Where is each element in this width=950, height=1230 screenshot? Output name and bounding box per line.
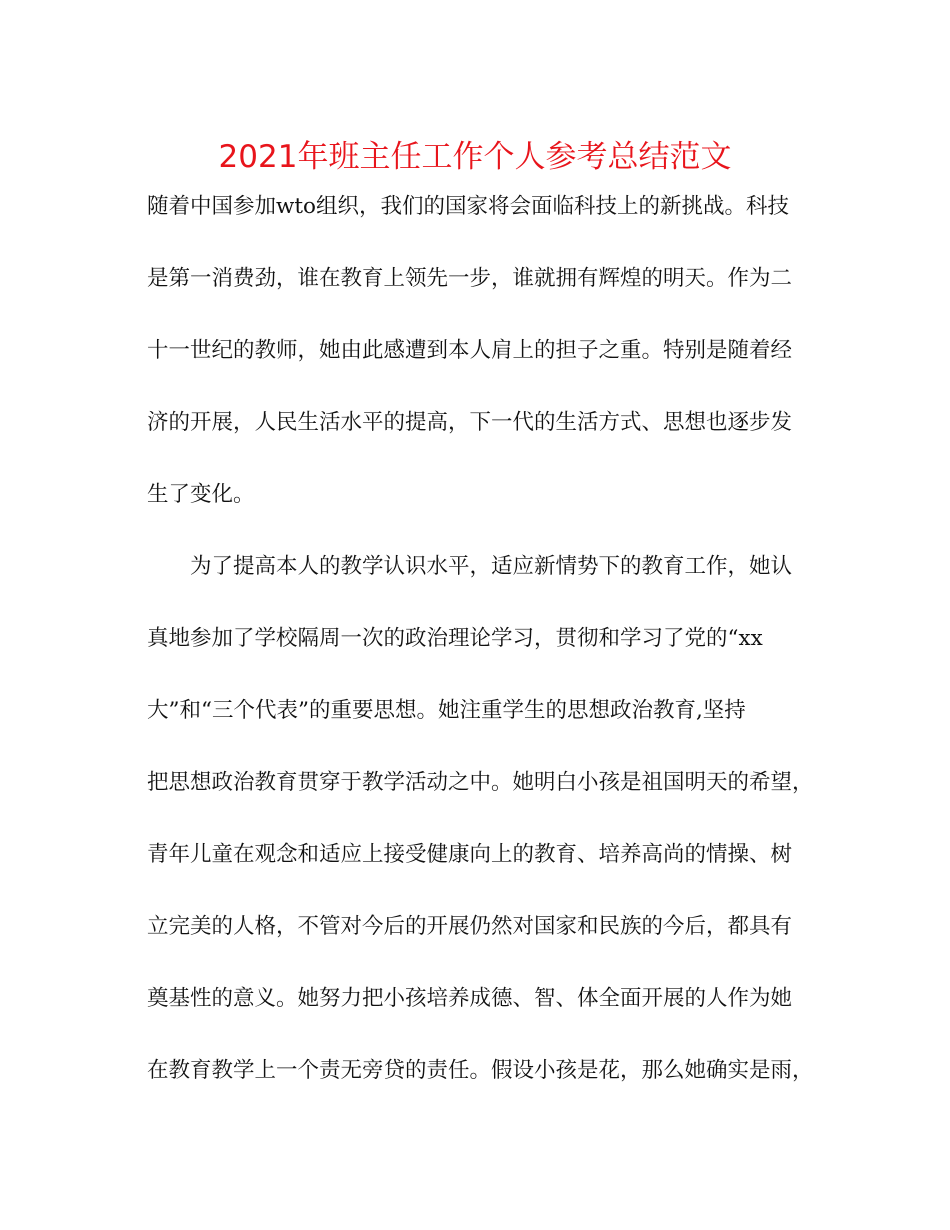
paragraph-line: 随着中国参加wto组织，我们的国家将会面临科技上的新挑战。科技 (147, 194, 789, 219)
paragraph-line: 为了提高本人的教学认识水平，适应新情势下的教育工作，她认 (190, 554, 793, 579)
paragraph-line: 在教育教学上一个责无旁贷的责任。假设小孩是花，那么她确实是雨， (147, 1058, 814, 1083)
paragraph-line: 济的开展，人民生活水平的提高，下一代的生活方式、思想也逐步发 (147, 410, 793, 435)
paragraph-line: 真地参加了学校隔周一次的政治理论学习，贯彻和学习了党的“xx (147, 626, 763, 651)
paragraph-line: 奠基性的意义。她努力把小孩培养成德、智、体全面开展的人作为她 (147, 986, 793, 1011)
paragraph-line: 是第一消费劲，谁在教育上领先一步，谁就拥有辉煌的明天。作为二 (147, 266, 793, 291)
paragraph-line: 十一世纪的教师，她由此感遭到本人肩上的担子之重。特别是随着经 (147, 338, 793, 363)
paragraph-line: 立完美的人格，不管对今后的开展仍然对国家和民族的今后，都具有 (147, 914, 793, 939)
paragraph-line: 大”和“三个代表”的重要思想。她注重学生的思想政治教育,坚持 (147, 698, 746, 723)
paragraph-line: 青年儿童在观念和适应上接受健康向上的教育、培养高尚的情操、树 (147, 842, 793, 867)
paragraph-line: 生了变化。 (147, 482, 255, 507)
document-title: 2021年班主任工作个人参考总结范文 (218, 139, 732, 175)
paragraph-line: 把思想政治教育贯穿于教学活动之中。她明白小孩是祖国明天的希望， (147, 770, 814, 795)
